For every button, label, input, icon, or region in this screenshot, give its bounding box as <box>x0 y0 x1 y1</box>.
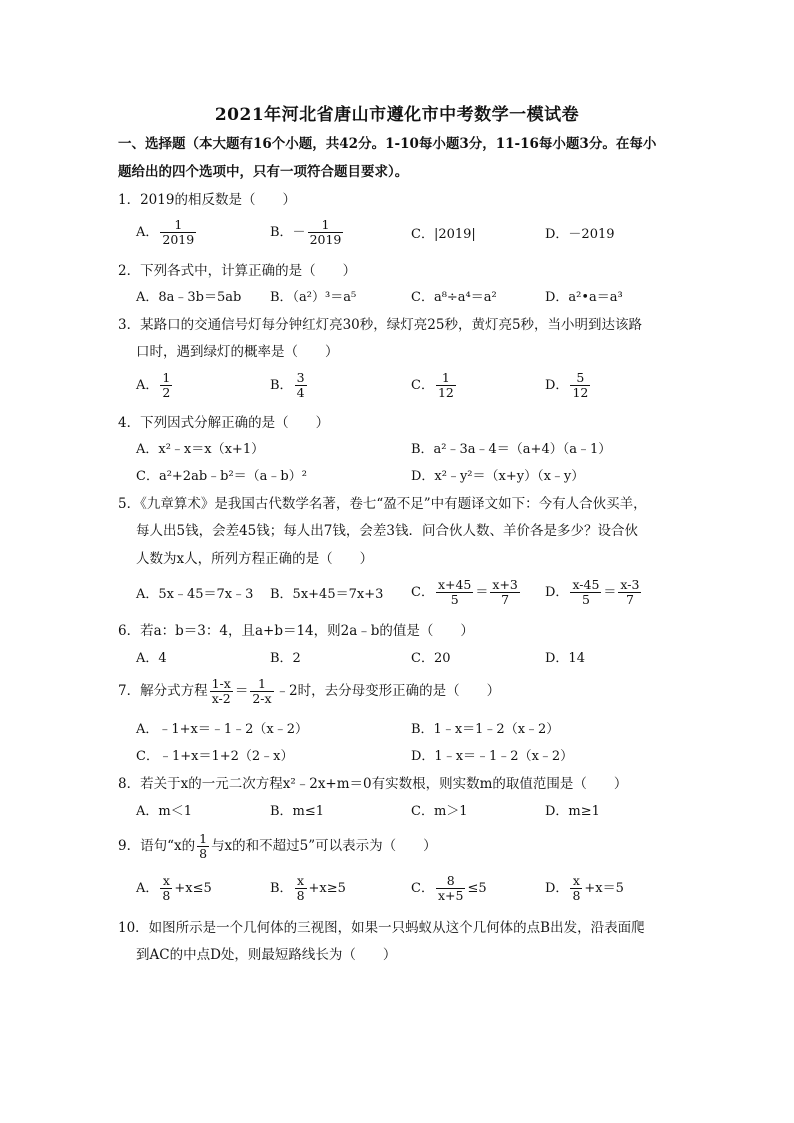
question-4-stem: 4．下列因式分解正确的是（ ） <box>118 415 330 431</box>
fraction: $\frac{1-x}{x-2}$ <box>211 676 231 706</box>
fraction: $\frac{x+45}{5}$ <box>437 577 472 607</box>
question-3-option-a: A． $\frac{1}{2}$ <box>136 370 171 400</box>
question-10-stem-line-1: 10．如图所示是一个几何体的三视图，如果一只蚂蚁从这个几何体的点B出发，沿表面爬 <box>118 920 645 936</box>
fraction: $\frac{1}{2-x}$ <box>252 676 272 706</box>
question-9-option-a: A． $\frac{x}{8}$ +x≤5 <box>136 873 212 903</box>
question-3-option-b: B． $\frac{3}{4}$ <box>270 370 305 400</box>
fraction: $\frac{x-3}{7}$ <box>620 577 640 607</box>
question-2-option-c: C．a⁸÷a⁴＝a² <box>411 290 497 305</box>
fraction: $\frac{5}{12}$ <box>572 370 589 400</box>
question-4-option-c: C．a²+2ab﹣b²＝（a﹣b）² <box>136 469 307 484</box>
question-5-option-d: D． $\frac{x-45}{5}$ ＝ $\frac{x-3}{7}$ <box>545 577 640 607</box>
question-3-option-d: D． $\frac{5}{12}$ <box>545 370 589 400</box>
question-7-option-b: B．1﹣x＝1﹣2（x﹣2） <box>411 722 560 737</box>
question-2-option-d: D．a²•a＝a³ <box>545 290 623 305</box>
question-5-option-c: C． $\frac{x+45}{5}$ ＝ $\frac{x+3}{7}$ <box>411 577 518 607</box>
fraction: $\frac{x+3}{7}$ <box>492 577 518 607</box>
fraction: $\frac{8}{x+5}$ <box>437 873 464 903</box>
question-6-option-d: D．14 <box>545 651 585 666</box>
question-1-option-c: C．|2019| <box>411 227 476 242</box>
question-7-option-c: C．﹣1+x＝1+2（2﹣x） <box>136 749 294 764</box>
page-title: 2021年河北省唐山市遵化市中考数学一模试卷 <box>214 105 580 125</box>
question-2-option-b: B．（a²）³＝a⁵ <box>270 290 357 305</box>
question-5-option-b: B．5x+45＝7x+3 <box>270 587 384 602</box>
question-1-stem: 1．2019的相反数是（ ） <box>118 192 296 208</box>
question-1-option-b: B．－ $\frac{1}{2019}$ <box>270 217 342 247</box>
question-6-stem: 6．若a：b＝3：4，且a+b＝14，则2a﹣b的值是（ ） <box>118 623 474 639</box>
question-8-option-c: C．m＞1 <box>411 804 468 819</box>
fraction: $\frac{1}{2019}$ <box>162 217 195 247</box>
question-6-option-b: B．2 <box>270 651 301 666</box>
fraction: $\frac{x}{8}$ <box>572 873 581 903</box>
fraction: $\frac{1}{2}$ <box>162 370 171 400</box>
question-7-stem: 7．解分式方程 $\frac{1-x}{x-2}$ ＝ $\frac{1}{2-x}$ ﹣2时，去分母变形正确的是（ ） <box>118 676 501 706</box>
question-8-stem: 8．若关于x的一元二次方程x²﹣2x+m＝0有实数根，则实数m的取值范围是（ ） <box>118 776 628 792</box>
question-8-option-b: B．m≤1 <box>270 804 325 819</box>
question-5-option-a: A．5x﹣45＝7x﹣3 <box>136 587 254 602</box>
fraction: $\frac{1}{8}$ <box>199 831 208 861</box>
question-9-stem: 9．语句“x的 $\frac{1}{8}$ 与x的和不超过5”可以表示为（ ） <box>118 831 437 861</box>
question-4-option-b: B．a²﹣3a﹣4＝（a+4）（a﹣1） <box>411 442 612 457</box>
question-3-stem-line-1: 3．某路口的交通信号灯每分钟红灯亮30秒，绿灯亮25秒，黄灯亮5秒，当小明到达该路 <box>118 317 643 333</box>
question-9-option-b: B． $\frac{x}{8}$ +x≥5 <box>270 873 346 903</box>
question-5-stem-line-1: 5．《九章算术》是我国古代数学名著，卷七“盈不足”中有题译文如下：今有人合伙买羊， <box>118 496 647 512</box>
fraction: $\frac{x}{8}$ <box>162 873 171 903</box>
question-3-stem-line-2: 口时，遇到绿灯的概率是（ ） <box>136 344 339 360</box>
question-5-stem-line-2: 每人出5钱，会差45钱；每人出7钱，会差3钱．问合伙人数、羊价各是多少？设合伙 <box>136 523 638 539</box>
question-8-option-a: A．m＜1 <box>136 804 192 819</box>
question-8-option-d: D．m≥1 <box>545 804 600 819</box>
question-1-option-d: D．－2019 <box>545 227 615 242</box>
fraction: $\frac{3}{4}$ <box>296 370 305 400</box>
question-4-option-d: D．x²﹣y²＝（x+y）（x﹣y） <box>411 469 585 484</box>
question-2-option-a: A．8a﹣3b＝5ab <box>136 290 242 305</box>
section-heading-line-1: 一、选择题（本大题有16个小题，共42分。1-10每小题3分，11-16每小题3分。在每小 <box>118 136 657 152</box>
question-7-option-d: D．1﹣x＝﹣1﹣2（x﹣2） <box>411 749 574 764</box>
question-9-option-c: C． $\frac{8}{x+5}$ ≤5 <box>411 873 487 903</box>
question-10-stem-line-2: 到AC的中点D处，则最短路线长为（ ） <box>136 947 397 963</box>
question-5-stem-line-3: 人数为x人，所列方程正确的是（ ） <box>136 551 374 567</box>
fraction: $\frac{x}{8}$ <box>296 873 305 903</box>
question-3-option-c: C． $\frac{1}{12}$ <box>411 370 454 400</box>
fraction: $\frac{1}{2019}$ <box>309 217 342 247</box>
question-9-option-d: D． $\frac{x}{8}$ +x＝5 <box>545 873 624 903</box>
question-2-stem: 2．下列各式中，计算正确的是（ ） <box>118 263 357 279</box>
fraction: $\frac{1}{12}$ <box>437 370 454 400</box>
question-6-option-c: C．20 <box>411 651 451 666</box>
fraction: $\frac{x-45}{5}$ <box>572 577 600 607</box>
question-6-option-a: A．4 <box>136 651 167 666</box>
question-4-option-a: A．x²﹣x＝x（x+1） <box>136 442 265 457</box>
section-heading-line-2: 题给出的四个选项中，只有一项符合题目要求）。 <box>118 164 409 180</box>
question-1-option-a: A． $\frac{1}{2019}$ <box>136 217 195 247</box>
question-7-option-a: A．﹣1+x＝﹣1﹣2（x﹣2） <box>136 722 309 737</box>
